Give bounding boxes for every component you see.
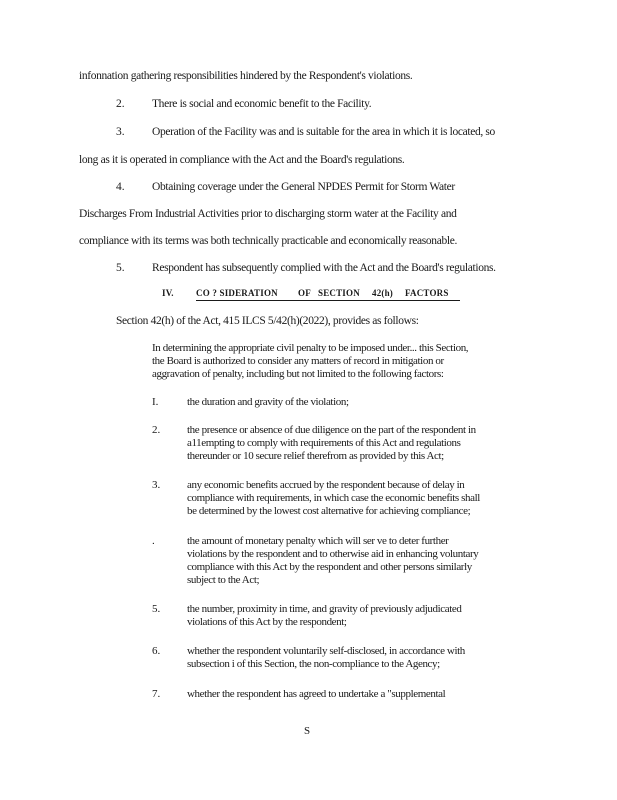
item-text: There is social and economic benefit to the Facility. (152, 98, 372, 110)
quote-line: aggravation of penalty, including but not limited to the following factors: (152, 368, 444, 380)
factor-text: compliance with requirements, in which case the economic benefits shall (187, 492, 480, 504)
continuation-line: infonnation gathering responsibilities hindered by the Respondent's violations. (79, 70, 413, 82)
factor-number: 5. (152, 603, 161, 615)
item-number: 2. (116, 98, 125, 110)
factor-number: . (152, 535, 155, 547)
factor-number: 7. (152, 688, 161, 700)
factor-text: the duration and gravity of the violation; (187, 396, 349, 408)
item-text: Operation of the Facility was and is suitable for the area in which it is located, so (152, 126, 495, 138)
factor-text: the amount of monetary penalty which will ser ve to deter further (187, 535, 449, 547)
heading-word: CO ? SIDERATION (196, 288, 278, 298)
heading-word: SECTION (318, 288, 360, 298)
item-text: Respondent has subsequently complied with the Act and the Board's regulations. (152, 262, 496, 274)
factor-text: the presence or absence of due diligence on the part of the respondent in (187, 424, 476, 436)
item-text: Discharges From Industrial Activities prior to discharging storm water at the Facility and (79, 208, 457, 220)
item-number: 3. (116, 126, 125, 138)
factor-text: whether the respondent has agreed to undertake a "supplemental (187, 688, 446, 700)
factor-text: thereunder or 10 secure relief therefrom as provided by this Act; (187, 450, 444, 462)
factor-text: violations of this Act by the respondent; (187, 616, 347, 628)
factor-number: 3. (152, 479, 161, 491)
factor-number: 2. (152, 424, 161, 436)
factor-text: subject to the Act; (187, 574, 260, 586)
heading-word: OF (298, 288, 311, 298)
heading-word: FACTORS (405, 288, 449, 298)
item-number: 4. (116, 181, 125, 193)
item-text: Obtaining coverage under the General NPDES Permit for Storm Water (152, 181, 455, 193)
factor-number: I. (152, 396, 159, 408)
factor-text: compliance with this Act by the respondent and other persons similarly (187, 561, 472, 573)
page-number: S (304, 725, 311, 737)
quote-line: the Board is authorized to consider any matters of record in mitigation or (152, 355, 444, 367)
factor-text: a11empting to comply with requirements of this Act and regulations (187, 437, 461, 449)
heading-underline (196, 300, 460, 301)
factor-text: any economic benefits accrued by the respondent because of delay in (187, 479, 465, 491)
item-text: long as it is operated in compliance with the Act and the Board's regulations. (79, 154, 405, 166)
factor-text: whether the respondent voluntarily self-disclosed, in accordance with (187, 645, 465, 657)
heading-word: 42(h) (372, 288, 393, 298)
quote-line: In determining the appropriate civil penalty to be imposed under... this Section, (152, 342, 469, 354)
heading-roman: IV. (162, 288, 174, 298)
intro-line: Section 42(h) of the Act, 415 ILCS 5/42(h)(2022), provides as follows: (116, 315, 419, 327)
factor-text: the number, proximity in time, and gravity of previously adjudicated (187, 603, 462, 615)
factor-text: be determined by the lowest cost alternative for achieving compliance; (187, 505, 471, 517)
factor-text: subsection i of this Section, the non-compliance to the Agency; (187, 658, 440, 670)
item-text: compliance with its terms was both technically practicable and economically reasonable. (79, 235, 457, 247)
factor-text: violations by the respondent and to otherwise aid in enhancing voluntary (187, 548, 479, 560)
factor-number: 6. (152, 645, 161, 657)
item-number: 5. (116, 262, 125, 274)
